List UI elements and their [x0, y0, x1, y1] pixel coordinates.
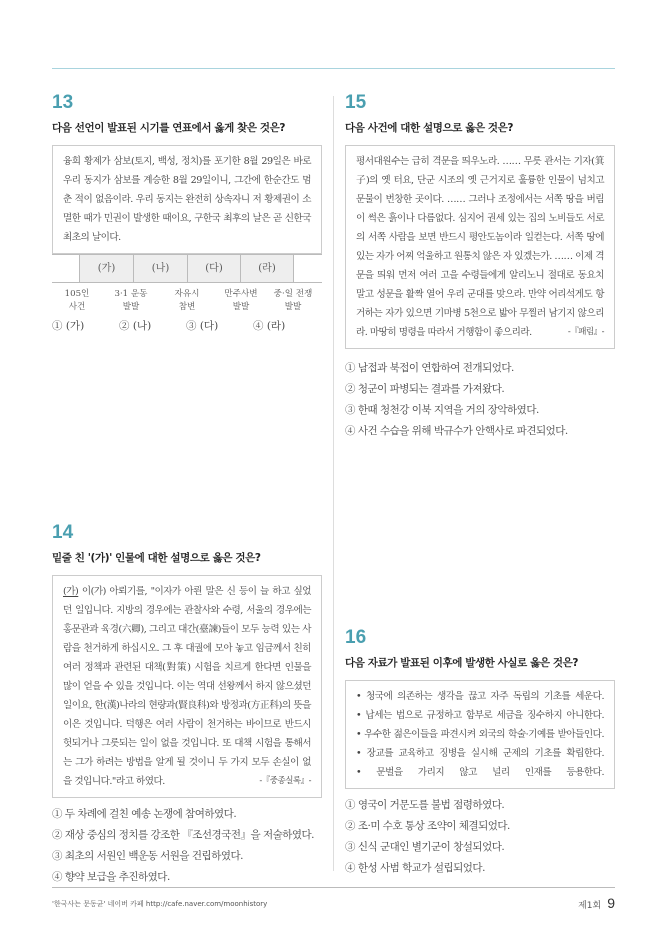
option-2[interactable]: ② 청군이 파병되는 결과를 가져왔다. [345, 383, 505, 395]
bullet-item: • 청국에 의존하는 생각을 끊고 자주 독립의 기초를 세운다. [356, 691, 604, 702]
question-16 [345, 628, 615, 879]
question-13 [52, 93, 322, 254]
box-line: 멸한 때가 민권이 발생한 때이요, 구한국 최후의 날은 곧 신한국 [63, 213, 311, 224]
box-line: 라. 마땅히 명령을 따라서 거행함이 좋으리라. [356, 327, 532, 338]
box-line: 융희 황제가 삼보(토지, 백성, 정치)를 포기한 8월 29일은 바로 [63, 156, 311, 167]
answer-options [52, 804, 322, 888]
box-line: 이 썩은 흙이나 다름없다. 심지어 권세 있는 집의 노비들도 서로 [356, 213, 604, 224]
timeline-event: 만주사변 발발 [224, 289, 258, 312]
box-line: 는 그가 하려는 방법을 알게 될 것이니 두 가지 모두 손실이 없 [63, 757, 311, 768]
box-line: 이(가) 아뢰기를, "이자가 아뢴 말은 신 등이 늘 하고 싶었 [78, 586, 311, 597]
option-3[interactable]: ③ 한때 청천강 이북 지역을 거의 장악하였다. [345, 404, 539, 416]
box-line: 평서대원수는 급히 격문을 띄우노라. …… 무릇 관서는 기자(箕 [356, 156, 604, 167]
option-1[interactable]: ① 영국이 거문도를 불법 점령하였다. [345, 799, 505, 811]
bullet-item: • 장교를 교육하고 징병을 실시해 군제의 기초를 확립한다. [356, 748, 604, 759]
question-number: 13 [52, 92, 74, 113]
timeline-period: (다) [187, 255, 240, 282]
box-line: 홍문관과 육경(六卿), 그리고 대간(臺諫)들이 모두 능력 있는 사 [63, 624, 311, 635]
source-citation: -『패림』- [567, 327, 604, 337]
option-1[interactable]: ① 두 차례에 걸친 예송 논쟁에 참여하였다. [52, 808, 237, 820]
box-line: 거하는 자가 있으면 기마병 5천으로 밟아 무찔러 남기지 않으리 [356, 308, 604, 319]
box-line: 우리 동지가 삼보를 계승한 8월 29일이니, 그간에 한순간도 멈 [63, 175, 311, 186]
box-line: 이은 것입니다. 덕행은 여러 사람이 천거하는 바이므로 반드시 [63, 719, 311, 730]
bullet-item: • 문벌을 가리지 않고 널리 인재를 등용한다. [356, 767, 604, 778]
box-line: 子)의 옛 터요, 단군 시조의 옛 근거지로 훌륭한 인물이 넘치고 [356, 175, 604, 186]
box-line: 문물이 번창한 곳이다. …… 그러나 조정에서는 서쪽 땅을 버림 [356, 194, 604, 205]
timeline-event: 자유시 참변 [174, 289, 200, 312]
box-line: 문을 띄워 먼저 여러 고을 수령들에게 알리노니 절대로 동요치 [356, 270, 604, 281]
question-number: 14 [52, 522, 74, 543]
box-line: 람을 천거하게 하십시오. 그 후 대궐에 모아 놓고 임금께서 친히 [63, 643, 311, 654]
question-title: 밑줄 친 '(가)' 인물에 대한 설명으로 옳은 것은? [52, 552, 261, 564]
timeline-period: (나) [133, 255, 187, 282]
option-3[interactable]: ③ 최초의 서원인 백운동 서원을 건립하였다. [52, 850, 243, 862]
question-title: 다음 사건에 대한 설명으로 옳은 것은? [345, 122, 514, 134]
page-number: 9 [607, 895, 615, 911]
answer-options [345, 795, 615, 879]
footer-text: '한국사는 문동균' 네이버 카페 http://cafe.naver.com/moonhistory [52, 900, 268, 908]
question-number: 15 [345, 92, 367, 113]
box-line: 일이요, 한(漢)나라의 현량과(賢良科)와 방정과(方正科)의 뜻을 [63, 700, 311, 711]
option-1[interactable]: ① (가) [52, 320, 85, 332]
option-4[interactable]: ④ 한성 사범 학교가 설립되었다. [345, 862, 485, 874]
option-4[interactable]: ④ 향약 보급을 추진하였다. [52, 871, 170, 883]
timeline [52, 254, 322, 283]
source-box [345, 680, 615, 789]
timeline-period: (라) [240, 255, 294, 282]
box-line: 있는 자가 어찌 억울하고 원통치 않은 자 있겠는가. …… 이제 격 [356, 251, 604, 262]
option-3[interactable]: ③ (다) [186, 320, 219, 332]
timeline-period: (가) [79, 255, 133, 282]
round-label: 제1회 [578, 901, 602, 911]
box-line: 춘 적이 없음이라. 우리 동지는 완전히 상속자니 저 황제권이 소 [63, 194, 311, 205]
box-line: 던 일입니다. 지방의 경우에는 관찰사와 수령, 서울의 경우에는 [63, 605, 311, 616]
timeline-event: 105인 사건 [64, 289, 90, 312]
option-1[interactable]: ① 남접과 북접이 연합하여 전개되었다. [345, 362, 514, 374]
box-line: 을 것입니다."라고 하였다. [63, 776, 165, 787]
question-title: 다음 자료가 발표된 이후에 발생한 사실로 옳은 것은? [345, 657, 579, 669]
page-info [578, 895, 615, 911]
box-line: 많이 얻을 수 있을 것입니다. 이는 역대 선왕께서 하지 않으셨던 [63, 681, 311, 692]
question-15 [345, 93, 615, 442]
answer-options [345, 358, 615, 442]
bullet-item: • 우수한 젊은이들을 파견시켜 외국의 학술·기예를 받아들인다. [356, 729, 604, 740]
box-line: 말고 성문을 활짝 열어 우리 군대를 맞으라. 만약 어리석게도 항 [356, 289, 604, 300]
option-2[interactable]: ② 재상 중심의 정치를 강조한 『조선경국전』을 저술하였다. [52, 829, 315, 841]
question-title: 다음 선언이 발표된 시기를 연표에서 옳게 찾은 것은? [52, 122, 286, 134]
column-divider [333, 96, 334, 871]
source-box [345, 145, 615, 349]
option-4[interactable]: ④ (라) [253, 320, 286, 332]
source-box [52, 145, 322, 254]
bullet-item: • 납세는 법으로 규정하고 함부로 세금을 징수하지 아니한다. [356, 710, 604, 721]
box-line: 헛되거나 그릇되는 일이 없을 것입니다. 또 대책 시험을 통해서 [63, 738, 311, 749]
timeline-event: 3·1 운동 발발 [114, 289, 148, 312]
source-box [52, 575, 322, 798]
timeline-event: 중·일 전쟁 발발 [273, 289, 313, 312]
top-rule [52, 68, 615, 69]
box-line: 여러 정책과 관련된 대책(對策) 시험을 치르게 한다면 인물을 [63, 662, 311, 673]
box-line: 최초의 날이다. [63, 232, 121, 243]
question-number: 16 [345, 627, 367, 648]
option-2[interactable]: ② (나) [119, 320, 152, 332]
box-line: 의 서쪽 사람을 보면 반드시 평안도놈이라 일컫는다. 서쪽 땅에 [356, 232, 604, 243]
underlined-person: (가) [63, 586, 79, 597]
question-14 [52, 523, 322, 888]
option-4[interactable]: ④ 사건 수습을 위해 박규수가 안핵사로 파견되었다. [345, 425, 568, 437]
option-3[interactable]: ③ 신식 군대인 별기군이 창설되었다. [345, 841, 505, 853]
source-citation: -『중종실록』- [259, 776, 311, 786]
option-2[interactable]: ② 조·미 수호 통상 조약이 체결되었다. [345, 820, 510, 832]
